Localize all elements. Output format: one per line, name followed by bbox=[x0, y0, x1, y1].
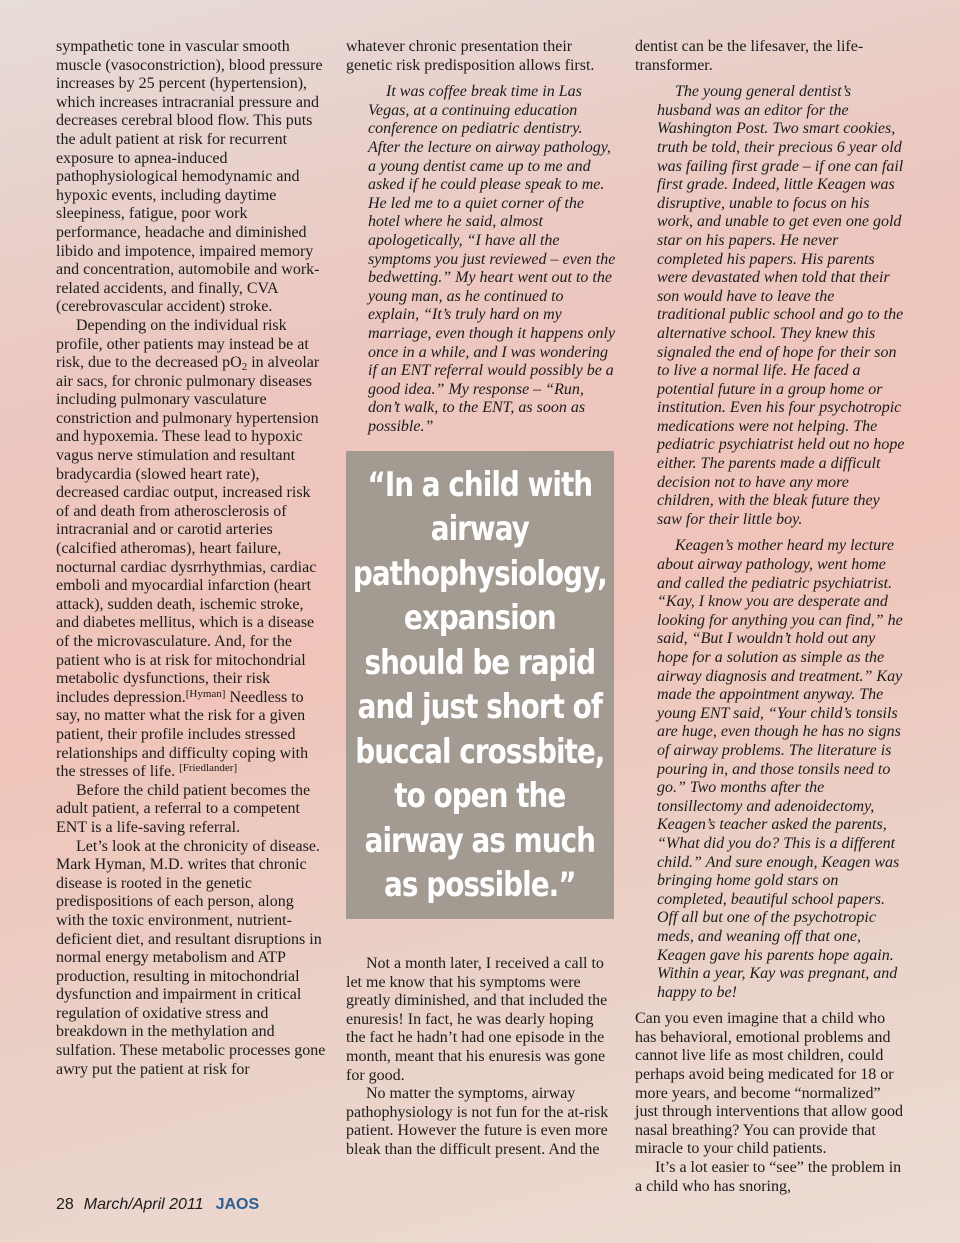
column-2 bbox=[346, 38, 616, 436]
paragraph: dentist can be the lifesaver, the life-transformer. bbox=[635, 38, 864, 74]
paragraph: Depending on the individual risk profile, other patients may instead be at risk, due to the decreased $pO_2$ in alveolar air sacs, for chronic pulmonary diseases including pulmonary vasculature constriction and pulmonary hypertension and hypoxemia. These lead to hypoxic vagus nerve stimulation and resultant bradycardia (slowed heart rate), decreased cardiac output, increased risk of and death from atherosclerosis of intracranial and or carotid arteries (calcified atheromas), heart failure, nocturnal cardiac dysrrhythmias, cardiac emboli and myocardial infarction (heart attack), sudden death, ischemic stroke, and diabetes mellitus, which is a disease of the microvasculature. And, for the patient who is at risk for mitochondrial metabolic dysfunctions, their risk includes depression.[Hyman] Needless to say, no matter what the risk for a given patient, their profile includes stressed relationships and difficulty coping with the stresses of life. [Friedlander] bbox=[56, 316, 320, 781]
pull-quote-text: “In a child with airway pathophysiology, expansion should be rapid and just short of buccal crossbite, to open the airway as much as possible.” bbox=[353, 464, 607, 905]
page-footer bbox=[56, 1196, 259, 1214]
citation: [Friedlander] bbox=[179, 762, 238, 775]
citation: [Hyman] bbox=[185, 687, 226, 700]
paragraph: Let’s look at the chronicity of disease. Mark Hyman, M.D. writes that chronic disease is rooted in the genetic predispositions of each person, along with the toxic environment, nutrient-deficient diet, and resultant disruptions in normal energy metabolism and ATP production, resulting in mitochondrial dysfunction and impairment in critical regulation of oxidative stress and breakdown in the methylation and sulfation. These metabolic processes gone awry put the patient at risk for bbox=[56, 837, 326, 1078]
column-2-continued bbox=[346, 955, 616, 1160]
anecdote bbox=[346, 83, 616, 436]
subscript: 2 bbox=[241, 361, 248, 374]
paragraph: whatever chronic presentation their genetic risk predisposition allows first. bbox=[346, 38, 595, 74]
issue-date: March/April 2011 bbox=[83, 1196, 204, 1213]
paragraph: It was coffee break time in Las Vegas, at a continuing education conference on pediatric dentistry. After the lecture on airway pathology, a young dentist came up to me and asked if he could please speak to me. He led me to a quiet corner of the hotel where he said, almost apologetically, “I have all the symptoms you just reviewed – even the bedwetting.” My heart went out to the young man, as he continued to explain, “It’s truly hard on my marriage, even though it happens only once in a while, and I was wondering if an ENT referral would possibly be a good idea.” My response – “Run, don’t walk, to the ENT, as soon as possible.” bbox=[368, 83, 616, 435]
column-3 bbox=[635, 38, 905, 1196]
paragraph: No matter the symptoms, airway pathophysiology is not fun for the at-risk patient. However the future is even more bleak than the difficult present. And the bbox=[346, 1085, 609, 1158]
paragraph: Keagen’s mother heard my lecture about airway pathology, went home and called the pediatric psychiatrist. “Kay, I know you are desperate and looking for anything you can find,” he said, “But I wouldn’t hold out any hope for a solution as simple as the airway diagnosis and treatment.” Kay made the appointment anyway. The young ENT said, “Your child’s tonsils are huge, even though he has no signs of airway problems. The literature is pouring in, and those tonsils need to go.” Two months after the tonsillectomy and adenoidectomy, Keagen’s teacher asked the parents, “What did you do? This is a different child.” And sure enough, Keagen was bringing home gold stars on completed, beautiful school papers. Off all but one of the psychotropic meds, and weaning off that one, Keagen gave his parents hope again. Within a year, Kay was pregnant, and happy to be! bbox=[657, 537, 903, 1001]
paragraph: Can you even imagine that a child who has behavioral, emotional problems and cannot live life as most children, could perhaps avoid being medicated for 18 or more years, and become “normalized” just through interventions that allow good nasal breathing? You can provide that miracle to your child patients. bbox=[635, 1010, 903, 1158]
paragraph: Not a month later, I received a call to let me know that his symptoms were greatly diminished, and that included the enuresis! In fact, he was dearly hoping the fact he hadn’t had one episode in the month, meant that his enuresis was gone for good. bbox=[346, 955, 608, 1084]
paragraph: sympathetic tone in vascular smooth muscle (vasoconstriction), blood pressure increases by 25 percent (hypertension), which increases intracranial pressure and decreases cerebral blood flow. This puts the adult patient at risk for recurrent exposure to apnea-induced pathophysiological hemodynamic and hypoxic events, including daytime sleepiness, fatigue, poor work performance, headache and diminished libido and impotence, impaired memory and concentration, automobile and work-related accidents, and finally, CVA (cerebrovascular accident) stroke. bbox=[56, 38, 323, 316]
anecdote bbox=[635, 83, 905, 1002]
paragraph: The young general dentist’s husband was an editor for the Washington Post. Two smart cookies, truth be told, their precious 6 year old was failing first grade – if one can fail first grade. Indeed, little Keagen was disruptive, unable to focus on his work, and unable to get even one gold star on his papers. He never completed his papers. His parents were devastated when told that their son would have to leave the traditional public school and go to the alternative school. They knew this signaled the end of hope for their son to live a normal life. He faced a potential future in a group home or institution. Even his four psychotropic medications were not helping. The pediatric psychiatrist held out no hope either. The parents made a difficult decision not to have any more children, with the bleak future they saw for their little boy. bbox=[657, 83, 905, 528]
column-1 bbox=[56, 38, 326, 1079]
page-number: 28 bbox=[56, 1196, 74, 1213]
paragraph: It’s a lot easier to “see” the problem in a child who has snoring, bbox=[635, 1159, 902, 1195]
journal-name: JAOS bbox=[215, 1196, 260, 1213]
pull-quote bbox=[346, 451, 614, 919]
paragraph: Before the child patient becomes the adult patient, a referral to a competent ENT is a life-saving referral. bbox=[56, 781, 311, 836]
